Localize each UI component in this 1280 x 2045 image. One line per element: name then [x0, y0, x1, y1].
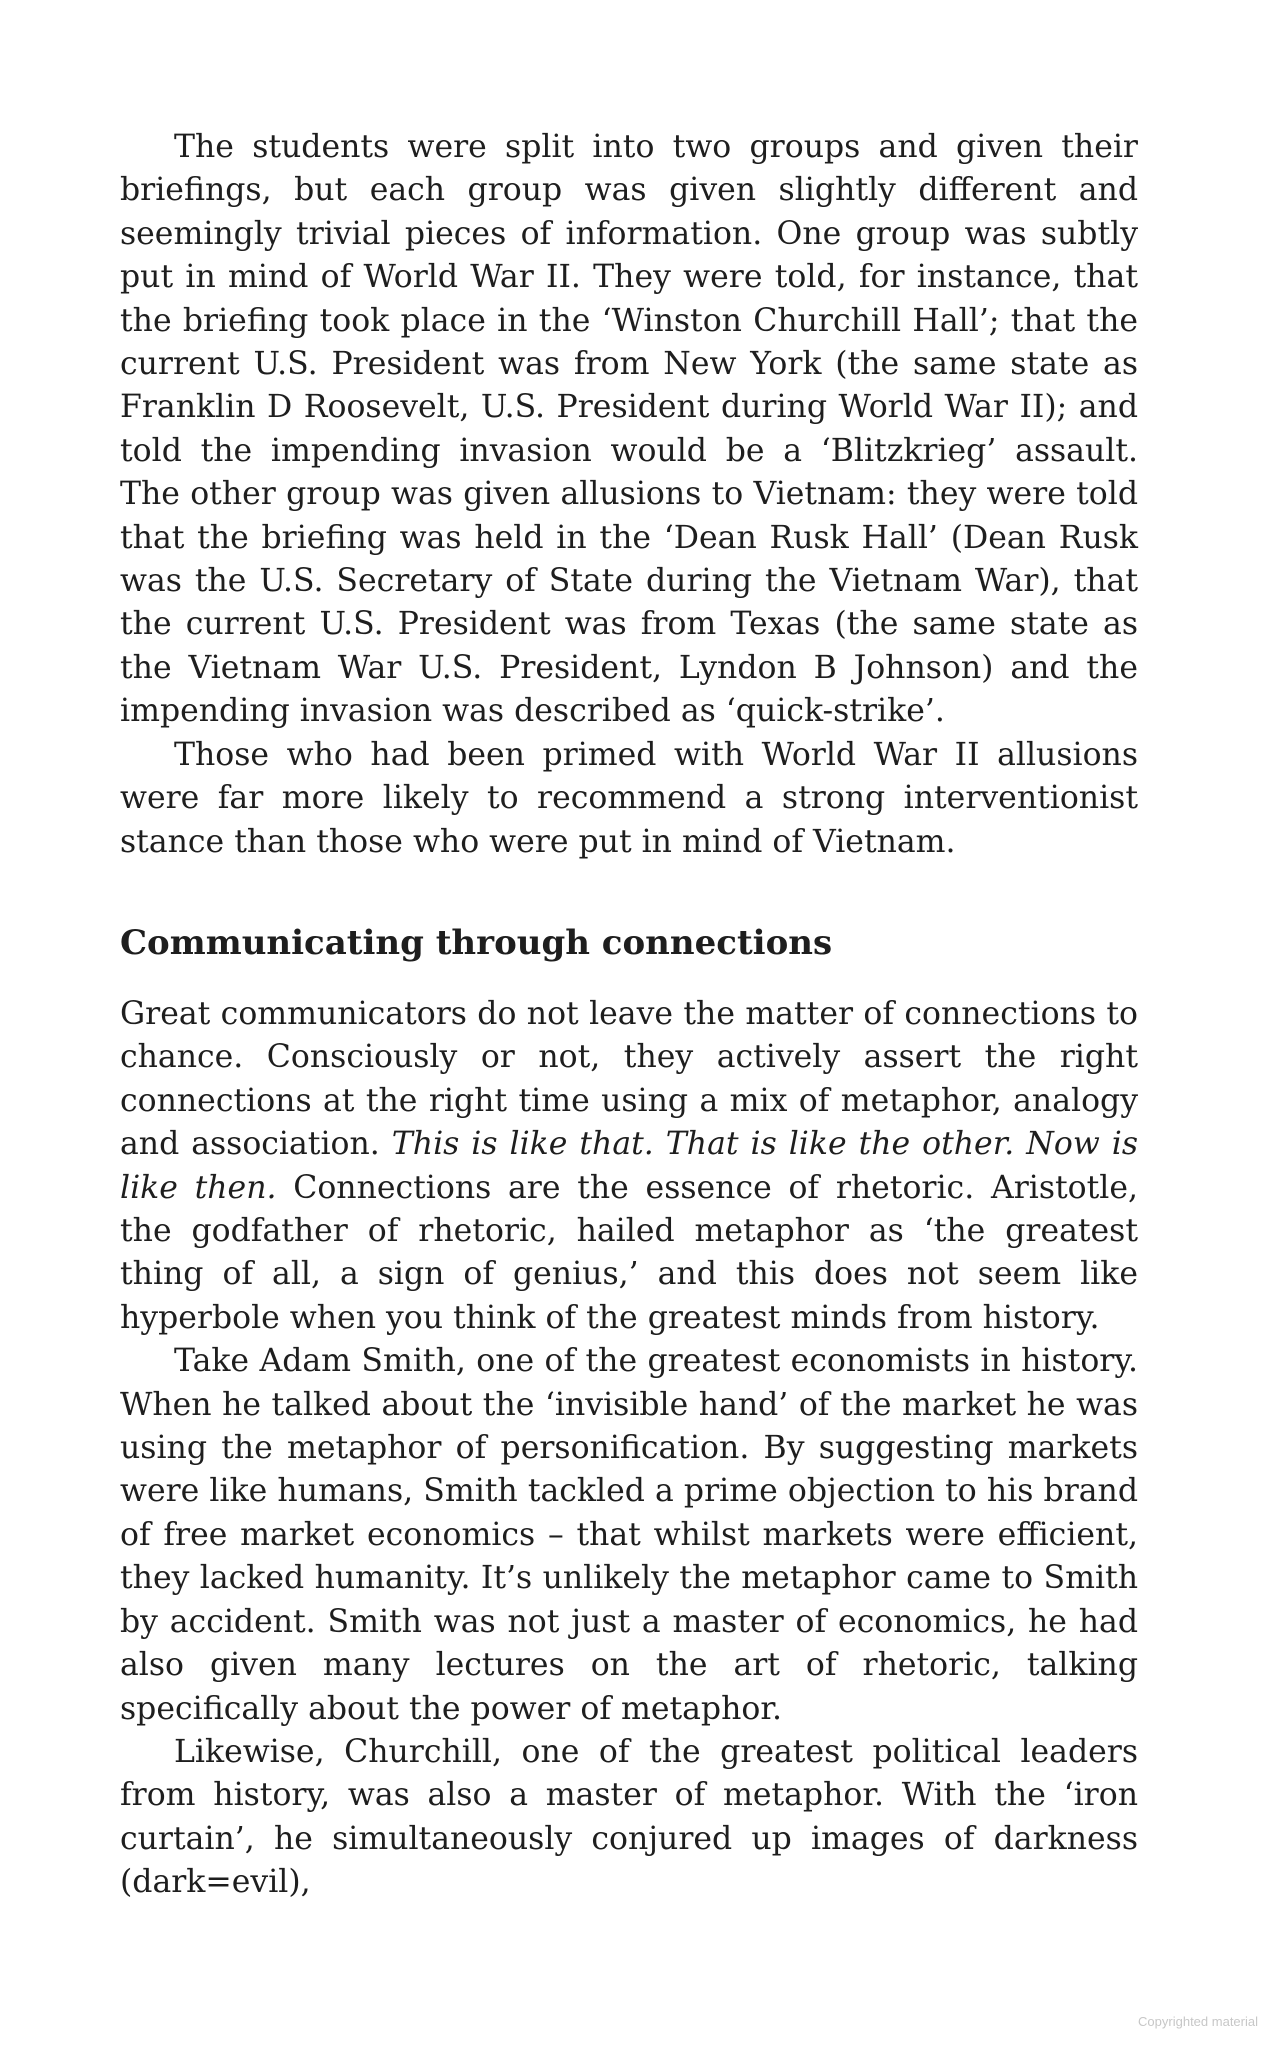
paragraph-great-communicators-start: Great communicators do not leave the matter of connections to chance. Consciously or not, they actively assert the right connections at the right time using a mix of metaphor, analogy and association.: [120, 996, 1138, 1163]
section-one-body: [120, 126, 1138, 864]
paragraph-primed-results: Those who had been primed with World War II allusions were far more likely to recommend a strong interventionist stance than those who were put in mind of Vietnam.: [120, 736, 1138, 860]
paragraph-great-communicators: [120, 993, 1138, 1340]
italic-connection-phrases: This is like that. That is like the other. Now is like then.: [120, 1126, 1139, 1206]
copyright-watermark: Copyrighted material: [1138, 2014, 1258, 2029]
section-heading: Communicating through connections: [120, 923, 833, 963]
paragraph-students-groups: The students were split into two groups and given their briefings, but each group was given slightly different and seemingly trivial pieces of information. One group was subtly put in mind of World War II. They were told, for instance, that the briefing took place in the ‘Winston Churchill Hall’; that the current U.S. President was from New York (the same state as Franklin D Roosevelt, U.S. President during World War II); and told the impending invasion would be a ‘Blitzkrieg’ assault. The other group was given allusions to Vietnam: they were told that the briefing was held in the ‘Dean Rusk Hall’ (Dean Rusk was the U.S. Secretary of State during the Vietnam War), that the current U.S. President was from Texas (the same state as the Vietnam War U.S. President, Lyndon B Johnson) and the impending invasion was described as ‘quick-strike’.: [120, 129, 1138, 730]
paragraph-great-communicators-end: Connections are the essence of rhetoric. Aristotle, the godfather of rhetoric, hailed metaphor as ‘the greatest thing of all, a sign of genius,’ and this does not seem like hyperbole when you think of the greatest minds from history.: [120, 1169, 1138, 1336]
section-two-body: [120, 993, 1138, 1905]
paragraph-adam-smith: Take Adam Smith, one of the greatest economists in history. When he talked about the ‘invisible hand’ of the market he was using the metaphor of personification. By suggesting markets were like humans, Smith tackled a prime objection to his brand of free market economics – that whilst markets were efficient, they lacked humanity. It’s unlikely the metaphor came to Smith by accident. Smith was not just a master of economics, he had also given many lectures on the art of rhetoric, talking specifically about the power of metaphor.: [120, 1343, 1138, 1727]
paragraph-churchill: Likewise, Churchill, one of the greatest political leaders from history, was also a master of metaphor. With the ‘iron curtain’, he simultaneously conjured up images of darkness (dark=evil),: [120, 1733, 1138, 1901]
